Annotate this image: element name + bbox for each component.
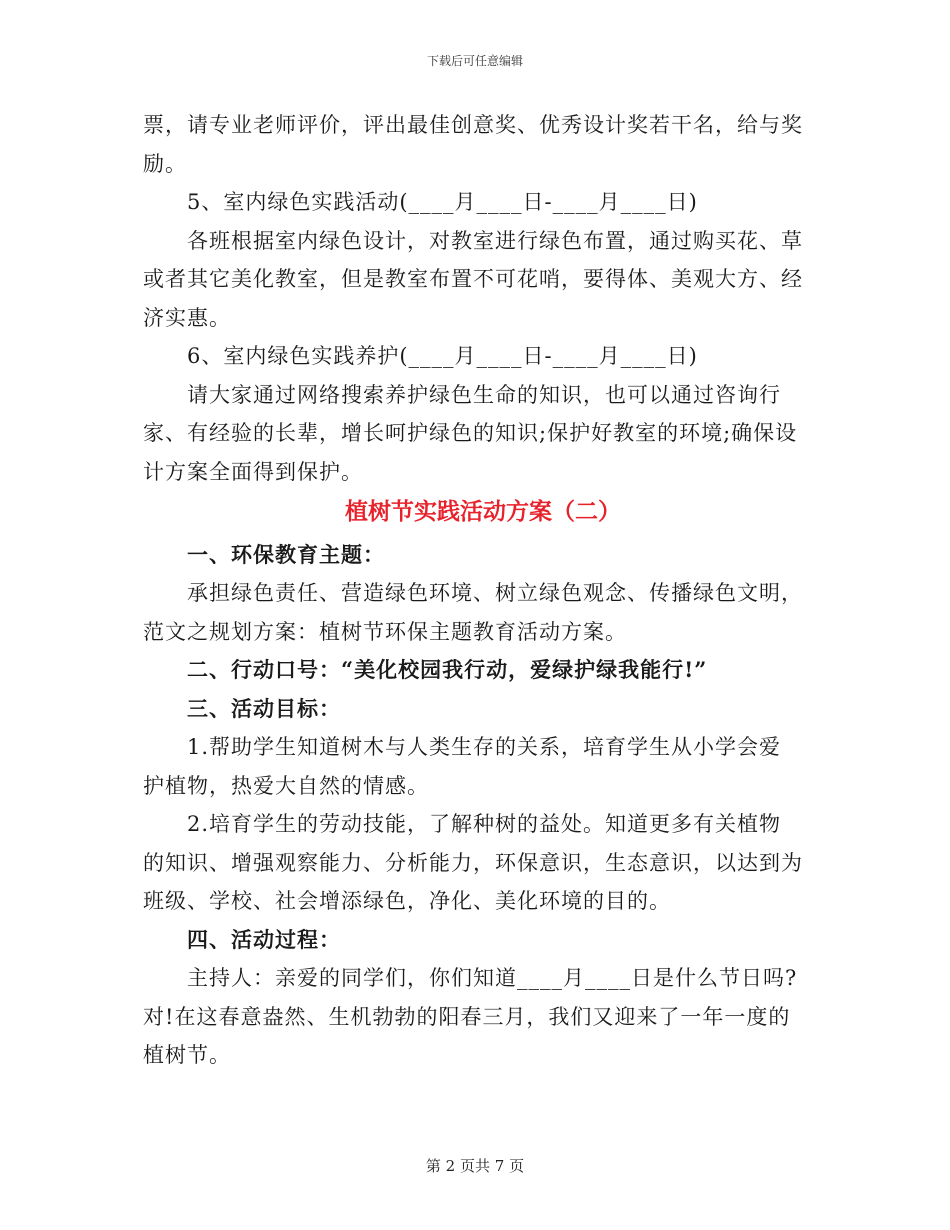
paragraph-care-knowledge: 请大家通过网络搜索养护绿色生命的知识，也可以通过咨询行家、有经验的长辈，增长呵护绿色的知识;保护好教室的环境;确保设计方案全面得到保护。 — [143, 382, 798, 484]
page-footer: 第 2 页共 7 页 — [425, 1157, 525, 1175]
document-body — [143, 106, 803, 1075]
section-title: 植树节实践活动方案（二） — [345, 498, 621, 525]
goal-2: 2.培育学生的劳动技能，了解种树的益处。知道更多有关植物的知识、增强观察能力、分析能力，环保意识，生态意识，以达到为班级、学校、社会增添绿色，净化、美化环境的目的。 — [143, 812, 803, 913]
paragraph-theme: 承担绿色责任、营造绿色环境、树立绿色观念、传播绿色文明，范文之规划方案：植树节环保主题教育活动方案。 — [143, 581, 803, 644]
paragraph-award: 票，请专业老师评价，评出最佳创意奖、优秀设计奖若干名，给与奖励。 — [143, 113, 803, 176]
heading-process: 四、活动过程： — [187, 926, 341, 952]
paragraph-class-decoration: 各班根据室内绿色设计，对教室进行绿色布置，通过购买花、草或者其它美化教室，但是教室布置不可花哨，要得体、美观大方、经济实惠。 — [143, 228, 803, 330]
heading-theme: 一、环保教育主题： — [187, 541, 385, 567]
paragraph-host-speech: 主持人：亲爱的同学们，你们知道____月____日是什么节日吗?对!在这春意盎然、生机勃勃的阳春三月，我们又迎来了一年一度的植树节。 — [143, 966, 798, 1067]
item-5-indoor-green-activity: 5、室内绿色实践活动(____月____日-____月____日) — [187, 190, 698, 214]
heading-slogan: 二、行动口号：“美化校园我行动，爱绿护绿我能行!” — [187, 657, 708, 682]
item-6-indoor-green-care: 6、室内绿色实践养护(____月____日-____月____日) — [187, 344, 698, 368]
page-header: 下载后可任意编辑 — [426, 54, 523, 68]
heading-goals: 三、活动目标： — [187, 695, 341, 721]
goal-1: 1.帮助学生知道树木与人类生存的关系，培育学生从小学会爱护植物，热爱大自然的情感。 — [143, 735, 782, 798]
